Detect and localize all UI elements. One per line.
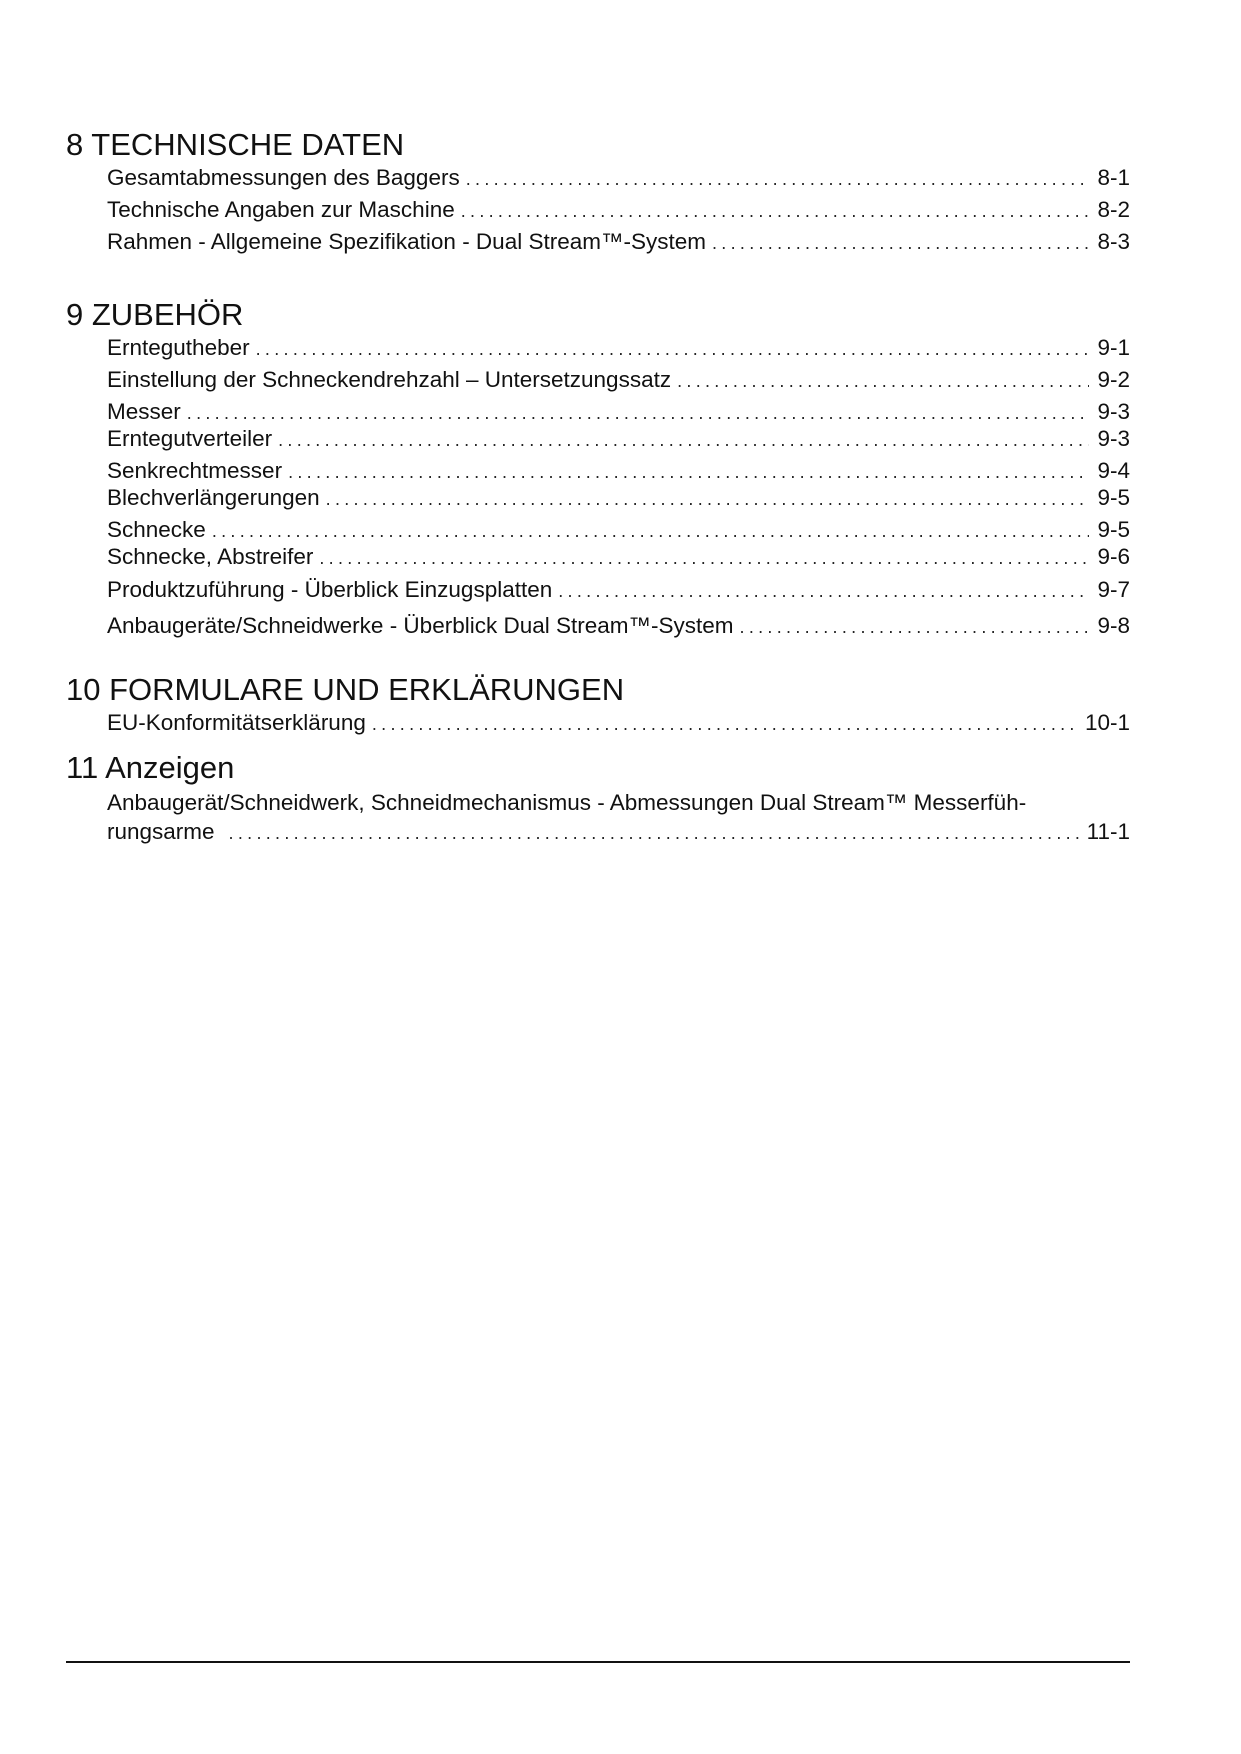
toc-entry-title: Schnecke, Abstreifer xyxy=(107,544,314,569)
toc-entry-page: 8-2 xyxy=(1097,197,1130,222)
toc-entry[interactable] xyxy=(107,577,1130,604)
toc-entry-page: 9-8 xyxy=(1097,613,1130,638)
toc-entry[interactable] xyxy=(107,165,1130,192)
dot-leader xyxy=(466,166,1090,192)
toc-entry[interactable] xyxy=(107,426,1130,453)
toc-entry-page: 9-4 xyxy=(1097,458,1130,483)
toc-entry-page: 9-7 xyxy=(1097,577,1130,602)
dot-leader xyxy=(677,368,1089,394)
toc-entry[interactable] xyxy=(107,367,1130,394)
toc-entry-list xyxy=(66,788,1130,847)
toc-entry-title: Rahmen - Allgemeine Spezifikation - Dual Stream™-System xyxy=(107,229,706,254)
footer-rule xyxy=(66,1661,1130,1663)
toc-section-8 xyxy=(66,127,1130,256)
toc-entry-list xyxy=(66,165,1130,256)
toc-entry-page: 9-5 xyxy=(1097,485,1130,510)
toc-entry-title: Senkrechtmesser xyxy=(107,458,283,483)
toc-entry-list xyxy=(66,335,1130,640)
toc-section-10 xyxy=(66,672,1130,737)
toc-entry[interactable] xyxy=(107,197,1130,224)
toc-entry-page: 9-3 xyxy=(1097,399,1130,424)
toc-entry[interactable] xyxy=(107,229,1130,256)
toc-entry-page: 9-6 xyxy=(1097,544,1130,569)
toc-entry-page: 11-1 xyxy=(1086,819,1130,844)
toc-entry-page: 9-1 xyxy=(1097,335,1130,360)
toc-entry-title-continued xyxy=(107,818,1130,847)
toc-entry-title: Produktzuführung - Überblick Einzugsplatten xyxy=(107,577,553,602)
toc-entry-title: Erntegutheber xyxy=(107,335,250,360)
dot-leader xyxy=(740,614,1090,640)
toc-entry[interactable] xyxy=(107,788,1130,847)
toc-entry-title: Gesamtabmessungen des Baggers xyxy=(107,165,460,190)
toc-section-9 xyxy=(66,297,1130,640)
toc-entry-page: 9-5 xyxy=(1097,517,1130,542)
toc-entry[interactable] xyxy=(107,399,1130,426)
toc-entry-title: Schnecke xyxy=(107,517,206,542)
toc-entry-title: Messer xyxy=(107,399,181,424)
toc-entry[interactable] xyxy=(107,335,1130,362)
toc-entry-title: Technische Angaben zur Maschine xyxy=(107,197,455,222)
toc-entry-list xyxy=(66,710,1130,737)
toc-entry-page: 9-2 xyxy=(1097,367,1130,392)
dot-leader xyxy=(319,545,1089,571)
dot-leader xyxy=(278,427,1089,453)
toc-entry-title: Blechverlängerungen xyxy=(107,485,320,510)
dot-leader xyxy=(187,400,1090,426)
section-heading: 9 ZUBEHÖR xyxy=(66,297,244,332)
dot-leader xyxy=(326,486,1090,512)
dot-leader xyxy=(461,198,1090,224)
section-heading: 8 TECHNISCHE DATEN xyxy=(66,127,405,162)
toc-entry-page: 8-1 xyxy=(1097,165,1130,190)
toc-entry-title: Anbaugeräte/Schneidwerke - Überblick Dual Stream™-System xyxy=(107,613,734,638)
dot-leader xyxy=(256,336,1090,362)
toc-entry[interactable] xyxy=(107,710,1130,737)
dot-leader xyxy=(229,819,1079,847)
dot-leader xyxy=(212,518,1090,544)
toc-entry-title: Anbaugerät/Schneidwerk, Schneidmechanismus - Abmessungen Dual Stream™ Messerfüh- xyxy=(107,790,1027,815)
toc-entry-page: 10-1 xyxy=(1084,710,1130,735)
toc-entry-page: 9-3 xyxy=(1097,426,1130,451)
toc-section-11 xyxy=(66,750,1130,847)
toc-entry-page: 8-3 xyxy=(1097,229,1130,254)
toc-entry[interactable] xyxy=(107,458,1130,485)
toc-entry[interactable] xyxy=(107,517,1130,544)
section-heading: 10 FORMULARE UND ERKLÄRUNGEN xyxy=(66,672,625,707)
toc-entry-title: Erntegutverteiler xyxy=(107,426,273,451)
toc-entry[interactable] xyxy=(107,485,1130,512)
dot-leader xyxy=(712,230,1089,256)
toc-entry-title: EU-Konformitätserklärung xyxy=(107,710,366,735)
toc-entry-title: rungsarme xyxy=(107,819,215,844)
toc-entry[interactable] xyxy=(107,613,1130,640)
dot-leader xyxy=(288,459,1089,485)
toc-entry-title: Einstellung der Schneckendrehzahl – Untersetzungssatz xyxy=(107,367,672,392)
toc-entry[interactable] xyxy=(107,544,1130,571)
section-heading: 11 Anzeigen xyxy=(66,750,235,785)
dot-leader xyxy=(558,578,1089,604)
dot-leader xyxy=(372,711,1077,737)
